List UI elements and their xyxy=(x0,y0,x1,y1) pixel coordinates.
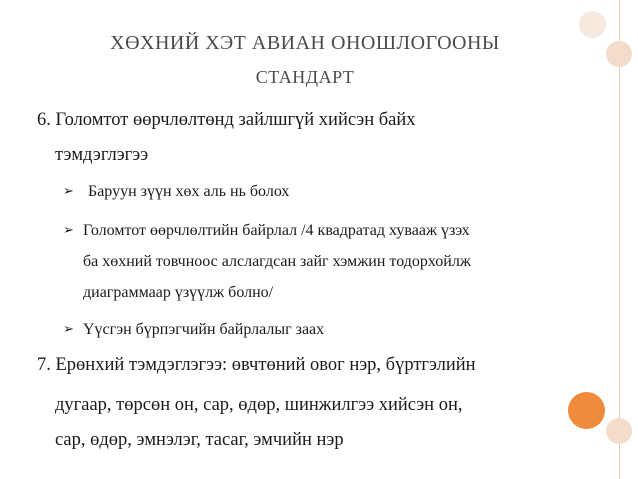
item-7-line-2: дугаар, төрсөн он, сар, өдөр, шинжилгээ хийсэн он, xyxy=(55,395,463,415)
slide-title xyxy=(55,26,555,94)
decorative-circle-accent xyxy=(568,392,605,429)
item-6-line-1: 6. Голомтот өөрчлөлтөнд зайлшгүй хийсэн байх xyxy=(37,110,416,130)
arrow-bullet-icon: ➢ xyxy=(63,184,74,199)
decorative-circle xyxy=(606,418,632,444)
item-6-line-2: тэмдэглэгээ xyxy=(55,145,149,165)
item-7-line-1: 7. Ерөнхий тэмдэглэгээ: өвчтөний овог нэр, бүртгэлийн xyxy=(37,355,476,375)
bullet-2-line-2: ба хөхний товчноос алслагдсан зайг хэмжин тодорхойлж xyxy=(83,253,471,270)
item-7-line-3: сар, өдөр, эмнэлэг, тасаг, эмчийн нэр xyxy=(55,430,344,450)
bullet-2-line-3: диаграммаар үзүүлж болно/ xyxy=(83,284,274,301)
slide-title-line-1: ХӨХНИЙ ХЭТ АВИАН ОНОШЛОГООНЫ xyxy=(110,32,500,54)
arrow-bullet-icon: ➢ xyxy=(63,223,74,238)
bullet-1-line-1: Баруун зүүн хөх аль нь болох xyxy=(88,183,290,200)
decorative-rule xyxy=(619,0,620,479)
bullet-2-line-1: Голомтот өөрчлөлтийн байрлал /4 квадратад хувааж үзэх xyxy=(83,222,470,239)
decorative-circle xyxy=(606,41,632,67)
decorative-circle xyxy=(579,11,606,38)
arrow-bullet-icon: ➢ xyxy=(63,322,74,337)
slide-title-line-2: СТАНДАРТ xyxy=(255,67,355,87)
bullet-3-line-1: Үүсгэн бүрпэгчийн байрлалыг заах xyxy=(83,321,325,338)
